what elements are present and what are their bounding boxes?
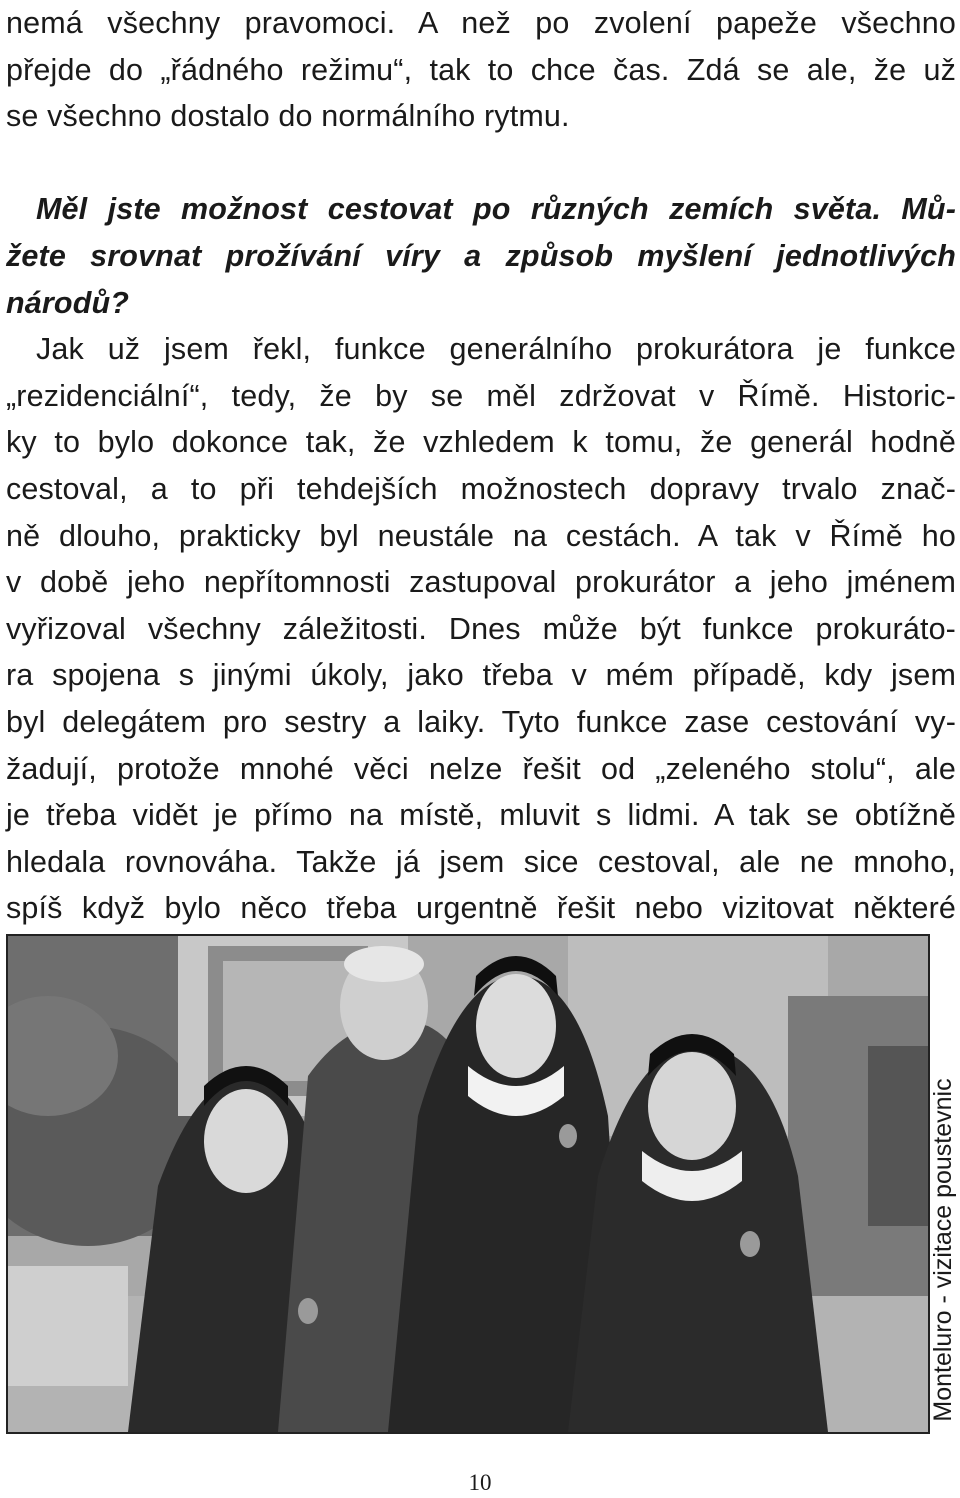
answer-line: „rezidenciální“, tedy, že by se měl zdržovat v Římě. Historic- [6,378,956,413]
text-line: přejde do „řádného režimu“, tak to chce čas. Zdá se ale, že už [6,52,956,87]
answer-line: cestoval, a to při tehdejších možnostech dopravy trvalo znač- [6,471,956,506]
question-line: Měl jste možnost cestovat po různých zemích světa. Mů- [36,192,956,227]
group-photo [6,934,930,1434]
answer-line: je třeba vidět je přímo na místě, mluvit s lidmi. A tak se obtížně [6,798,956,833]
answer-line: ně dlouho, prakticky byl neustále na cestách. A tak v Římě ho [6,518,956,553]
text-line: se všechno dostalo do normálního rytmu. [6,99,570,134]
answer-line: Jak už jsem řekl, funkce generálního prokurátora je funkce [36,332,956,367]
answer-line: spíš když bylo něco třeba urgentně řešit nebo vizitovat některé [6,891,956,926]
answer-line: hledala rovnováha. Takže já jsem sice cestoval, ale ne mnoho, [6,844,956,879]
answer-line: vyřizoval všechny záležitosti. Dnes může být funkce prokuráto- [6,611,956,646]
answer-line: ra spojena s jinými úkoly, jako třeba v mém případě, kdy jsem [6,658,956,693]
question-line: národů? [6,285,130,320]
article-text [6,0,956,932]
photo-caption: Monteluro - vizitace poustevnic [929,1078,957,1422]
answer-line: ky to bylo dokonce tak, že vzhledem k tomu, že generál hodně [6,425,956,460]
answer-line: byl delegátem pro sestry a laiky. Tyto funkce zase cestování vy- [6,704,956,739]
page-number: 10 [468,1470,492,1495]
text-line: nemá všechny pravomoci. A než po zvolení papeže všechno [6,6,956,40]
answer-line: žadují, protože mnohé věci nelze řešit od „zeleného stolu“, ale [6,751,956,786]
question-line: žete srovnat prožívání víry a způsob myšlení jednotlivých [6,238,956,273]
answer-line: v době jeho nepřítomnosti zastupoval prokurátor a jeho jménem [6,565,956,600]
